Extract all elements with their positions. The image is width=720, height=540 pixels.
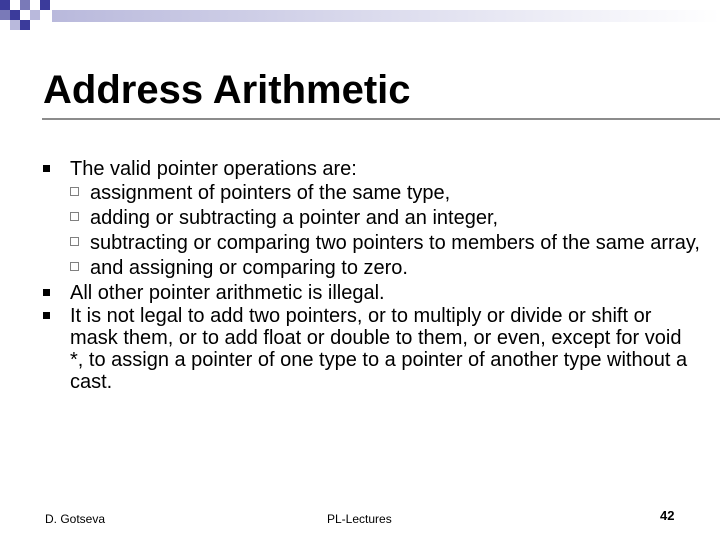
slide-title: Address Arithmetic: [43, 68, 411, 112]
subbullet-add-subtract: [70, 207, 700, 229]
slide-content: [40, 158, 700, 394]
bullet-valid-operations: [40, 158, 700, 279]
bullet-illegal: [40, 282, 700, 304]
footer-author: D. Gotseva: [45, 512, 106, 526]
subbullet-zero: [70, 257, 700, 279]
subbullet-text: and assigning or comparing to zero.: [90, 257, 408, 279]
bullet-not-legal: [40, 305, 700, 393]
subbullet-text: adding or subtracting a pointer and an integer,: [90, 207, 499, 229]
bullet-text: The valid pointer operations are:: [70, 158, 357, 180]
bullet-text: All other pointer arithmetic is illegal.: [70, 282, 385, 304]
square-bullet-icon: [43, 289, 50, 296]
title-divider: [42, 118, 720, 120]
hollow-square-bullet-icon: [70, 262, 79, 271]
square-bullet-icon: [43, 165, 50, 172]
hollow-square-bullet-icon: [70, 237, 79, 246]
header-decoration: [0, 0, 720, 60]
hollow-square-bullet-icon: [70, 187, 79, 196]
footer-course: PL-Lectures: [327, 512, 392, 526]
subbullet-compare-members: [70, 232, 700, 254]
square-bullet-icon: [43, 312, 50, 319]
bullet-text: It is not legal to add two pointers, or to multiply or divide or shift or mask them, or to add float or double to them, or even, except for void *, to assign a pointer of one type to a pointer of another type without a cast.: [70, 305, 688, 393]
hollow-square-bullet-icon: [70, 212, 79, 221]
page-number: 42: [660, 508, 675, 523]
subbullet-text: assignment of pointers of the same type,: [90, 182, 451, 204]
subbullet-text: subtracting or comparing two pointers to members of the same array,: [90, 232, 700, 254]
subbullet-assignment: [70, 182, 700, 204]
